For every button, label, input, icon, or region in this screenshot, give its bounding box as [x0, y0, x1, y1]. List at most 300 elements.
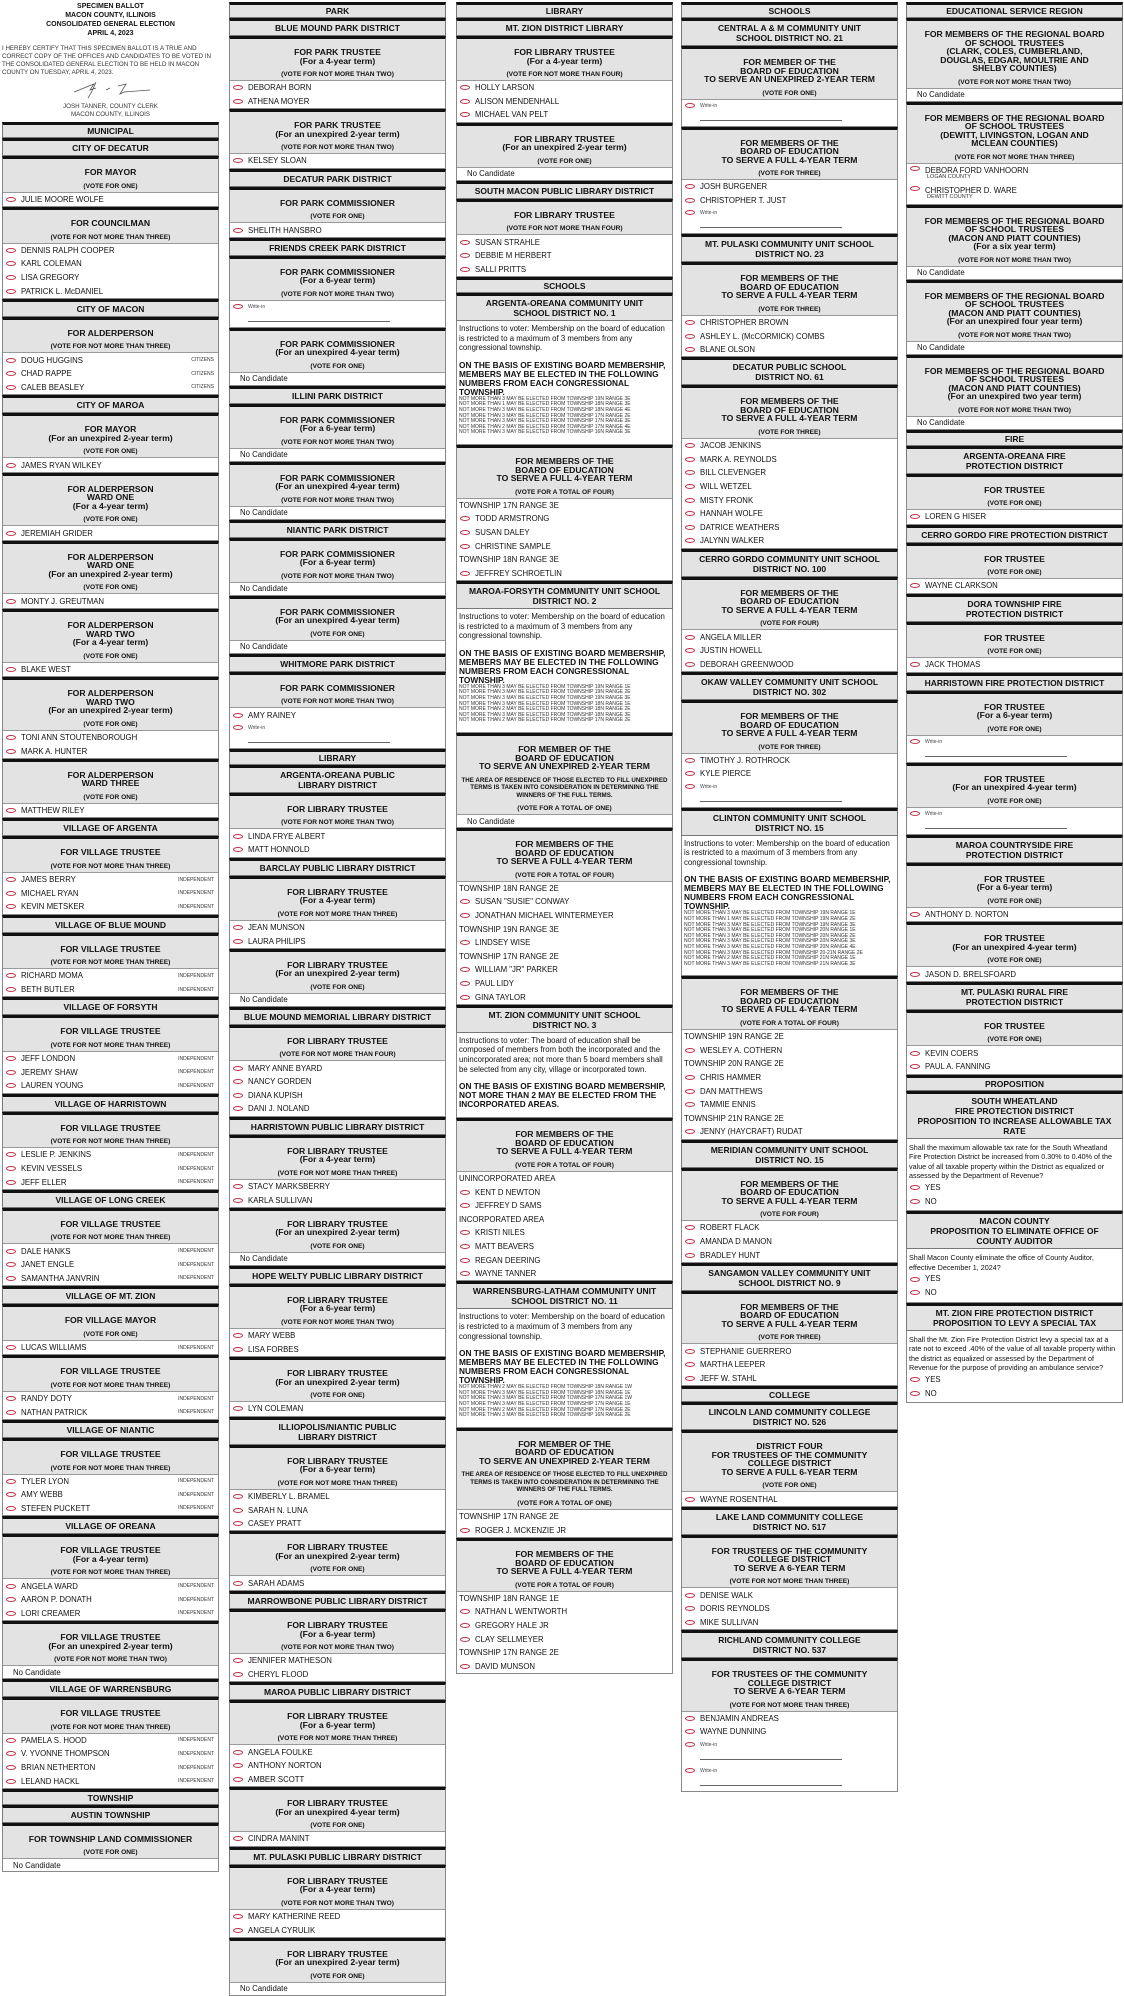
vote-oval-icon[interactable]	[685, 103, 695, 108]
candidate-option[interactable]	[682, 1358, 897, 1372]
vote-oval-icon[interactable]	[460, 99, 470, 104]
vote-oval-icon[interactable]	[6, 1738, 16, 1743]
vote-oval-icon[interactable]	[685, 525, 695, 530]
candidate-option[interactable]	[230, 1490, 445, 1504]
candidate-option[interactable]	[457, 909, 672, 923]
candidate-option[interactable]	[3, 284, 218, 298]
candidate-option[interactable]	[682, 1248, 897, 1262]
vote-oval-icon[interactable]	[685, 457, 695, 462]
vote-oval-icon[interactable]	[910, 1290, 920, 1295]
candidate-option[interactable]	[457, 990, 672, 1004]
candidate-option[interactable]	[230, 1089, 445, 1103]
vote-oval-icon[interactable]	[460, 1258, 470, 1263]
vote-oval-icon[interactable]	[6, 667, 16, 672]
candidate-option[interactable]	[3, 594, 218, 608]
write-in-line[interactable]	[700, 120, 842, 121]
candidate-option[interactable]	[682, 329, 897, 343]
candidate-option[interactable]	[230, 1102, 445, 1116]
candidate-option[interactable]	[457, 235, 672, 249]
vote-oval-icon[interactable]	[233, 1928, 243, 1933]
candidate-option[interactable]	[230, 223, 445, 237]
vote-oval-icon[interactable]	[233, 725, 243, 730]
vote-oval-icon[interactable]	[910, 1051, 920, 1056]
candidate-option[interactable]	[3, 1405, 218, 1419]
proposition-option[interactable]	[909, 1181, 1120, 1195]
vote-oval-icon[interactable]	[910, 1377, 920, 1382]
vote-oval-icon[interactable]	[6, 1479, 16, 1484]
vote-oval-icon[interactable]	[6, 1506, 16, 1511]
vote-oval-icon[interactable]	[685, 470, 695, 475]
write-in-line[interactable]	[700, 227, 842, 228]
vote-oval-icon[interactable]	[685, 1253, 695, 1258]
proposition-option[interactable]	[909, 1286, 1120, 1300]
vote-oval-icon[interactable]	[233, 1508, 243, 1513]
vote-oval-icon[interactable]	[233, 925, 243, 930]
write-in-line[interactable]	[700, 1785, 842, 1786]
candidate-option[interactable]	[682, 180, 897, 194]
candidate-option[interactable]	[230, 1576, 445, 1590]
write-in-line[interactable]	[248, 742, 390, 743]
write-in-line[interactable]	[700, 1759, 842, 1760]
vote-oval-icon[interactable]	[685, 198, 695, 203]
candidate-option[interactable]	[682, 439, 897, 453]
candidate-option[interactable]	[682, 1125, 897, 1139]
vote-oval-icon[interactable]	[6, 1345, 16, 1350]
candidate-option[interactable]	[230, 1061, 445, 1075]
vote-oval-icon[interactable]	[685, 1048, 695, 1053]
candidate-option[interactable]	[682, 343, 897, 357]
write-in-line[interactable]	[700, 801, 842, 802]
candidate-option[interactable]	[907, 184, 1122, 204]
vote-oval-icon[interactable]	[685, 498, 695, 503]
vote-oval-icon[interactable]	[233, 1658, 243, 1663]
candidate-option[interactable]	[3, 1747, 218, 1761]
vote-oval-icon[interactable]	[685, 1593, 695, 1598]
candidate-option[interactable]	[682, 1098, 897, 1112]
vote-oval-icon[interactable]	[6, 463, 16, 468]
vote-oval-icon[interactable]	[6, 197, 16, 202]
candidate-option[interactable]	[907, 510, 1122, 524]
candidate-option[interactable]	[3, 887, 218, 901]
vote-oval-icon[interactable]	[6, 358, 16, 363]
vote-oval-icon[interactable]	[460, 544, 470, 549]
candidate-option[interactable]	[682, 316, 897, 330]
vote-oval-icon[interactable]	[233, 1494, 243, 1499]
vote-oval-icon[interactable]	[6, 1276, 16, 1281]
vote-oval-icon[interactable]	[460, 530, 470, 535]
candidate-option[interactable]	[682, 1588, 897, 1602]
candidate-option[interactable]	[457, 1619, 672, 1633]
candidate-option[interactable]	[907, 1046, 1122, 1060]
candidate-option[interactable]	[457, 963, 672, 977]
candidate-option[interactable]	[457, 1226, 672, 1240]
candidate-option[interactable]	[3, 1175, 218, 1189]
candidate-option[interactable]	[3, 804, 218, 818]
candidate-option[interactable]	[457, 566, 672, 580]
vote-oval-icon[interactable]	[910, 583, 920, 588]
candidate-option[interactable]	[230, 1759, 445, 1773]
vote-oval-icon[interactable]	[6, 973, 16, 978]
vote-oval-icon[interactable]	[685, 184, 695, 189]
candidate-option[interactable]	[682, 657, 897, 671]
vote-oval-icon[interactable]	[233, 1198, 243, 1203]
vote-oval-icon[interactable]	[910, 1064, 920, 1069]
candidate-option[interactable]	[3, 1244, 218, 1258]
vote-oval-icon[interactable]	[685, 1075, 695, 1080]
vote-oval-icon[interactable]	[233, 847, 243, 852]
vote-oval-icon[interactable]	[910, 1185, 920, 1190]
candidate-option[interactable]	[3, 1052, 218, 1066]
candidate-option[interactable]	[457, 249, 672, 263]
vote-oval-icon[interactable]	[233, 939, 243, 944]
candidate-option[interactable]	[457, 1253, 672, 1267]
vote-oval-icon[interactable]	[6, 1070, 16, 1075]
vote-oval-icon[interactable]	[6, 1751, 16, 1756]
vote-oval-icon[interactable]	[685, 1606, 695, 1611]
vote-oval-icon[interactable]	[685, 771, 695, 776]
candidate-option[interactable]	[3, 1606, 218, 1620]
vote-oval-icon[interactable]	[685, 1349, 695, 1354]
candidate-option[interactable]	[682, 1616, 897, 1630]
vote-oval-icon[interactable]	[233, 85, 243, 90]
candidate-option[interactable]	[457, 95, 672, 109]
vote-oval-icon[interactable]	[460, 85, 470, 90]
write-in-option[interactable]	[682, 100, 897, 126]
vote-oval-icon[interactable]	[910, 1391, 920, 1396]
candidate-option[interactable]	[230, 1402, 445, 1416]
write-in-option[interactable]	[682, 1739, 897, 1765]
candidate-option[interactable]	[907, 1060, 1122, 1074]
vote-oval-icon[interactable]	[685, 1768, 695, 1773]
vote-oval-icon[interactable]	[233, 1347, 243, 1352]
vote-oval-icon[interactable]	[6, 1056, 16, 1061]
candidate-option[interactable]	[3, 257, 218, 271]
write-in-option[interactable]	[682, 781, 897, 807]
vote-oval-icon[interactable]	[6, 891, 16, 896]
write-in-option[interactable]	[682, 207, 897, 233]
vote-oval-icon[interactable]	[460, 1623, 470, 1628]
vote-oval-icon[interactable]	[685, 1129, 695, 1134]
write-in-option[interactable]	[907, 736, 1122, 762]
candidate-option[interactable]	[457, 262, 672, 276]
vote-oval-icon[interactable]	[233, 1581, 243, 1586]
vote-oval-icon[interactable]	[685, 635, 695, 640]
vote-oval-icon[interactable]	[460, 1203, 470, 1208]
vote-oval-icon[interactable]	[6, 1152, 16, 1157]
candidate-option[interactable]	[682, 767, 897, 781]
proposition-option[interactable]	[909, 1373, 1120, 1387]
vote-oval-icon[interactable]	[685, 538, 695, 543]
candidate-option[interactable]	[3, 1258, 218, 1272]
candidate-option[interactable]	[682, 1492, 897, 1506]
candidate-option[interactable]	[682, 453, 897, 467]
proposition-option[interactable]	[909, 1387, 1120, 1401]
candidate-option[interactable]	[682, 1221, 897, 1235]
vote-oval-icon[interactable]	[6, 749, 16, 754]
vote-oval-icon[interactable]	[685, 758, 695, 763]
candidate-option[interactable]	[457, 81, 672, 95]
vote-oval-icon[interactable]	[460, 967, 470, 972]
candidate-option[interactable]	[3, 193, 218, 207]
vote-oval-icon[interactable]	[6, 248, 16, 253]
vote-oval-icon[interactable]	[910, 662, 920, 667]
vote-oval-icon[interactable]	[460, 899, 470, 904]
vote-oval-icon[interactable]	[910, 912, 920, 917]
candidate-option[interactable]	[230, 708, 445, 722]
vote-oval-icon[interactable]	[233, 1079, 243, 1084]
vote-oval-icon[interactable]	[685, 1102, 695, 1107]
write-in-option[interactable]	[907, 808, 1122, 834]
candidate-option[interactable]	[682, 644, 897, 658]
vote-oval-icon[interactable]	[6, 371, 16, 376]
vote-oval-icon[interactable]	[6, 808, 16, 813]
candidate-option[interactable]	[682, 480, 897, 494]
vote-oval-icon[interactable]	[685, 347, 695, 352]
vote-oval-icon[interactable]	[233, 158, 243, 163]
candidate-option[interactable]	[230, 1343, 445, 1357]
vote-oval-icon[interactable]	[6, 1249, 16, 1254]
vote-oval-icon[interactable]	[685, 1089, 695, 1094]
vote-oval-icon[interactable]	[6, 261, 16, 266]
vote-oval-icon[interactable]	[460, 516, 470, 521]
vote-oval-icon[interactable]	[910, 166, 920, 171]
vote-oval-icon[interactable]	[460, 1190, 470, 1195]
candidate-option[interactable]	[907, 908, 1122, 922]
candidate-option[interactable]	[3, 271, 218, 285]
vote-oval-icon[interactable]	[233, 1184, 243, 1189]
candidate-option[interactable]	[230, 95, 445, 109]
candidate-option[interactable]	[457, 108, 672, 122]
vote-oval-icon[interactable]	[6, 1262, 16, 1267]
candidate-option[interactable]	[457, 1523, 672, 1537]
candidate-option[interactable]	[682, 1602, 897, 1616]
write-in-line[interactable]	[925, 756, 1067, 757]
candidate-option[interactable]	[230, 1668, 445, 1682]
candidate-option[interactable]	[230, 843, 445, 857]
candidate-option[interactable]	[3, 969, 218, 983]
vote-oval-icon[interactable]	[6, 1779, 16, 1784]
candidate-option[interactable]	[3, 983, 218, 997]
candidate-option[interactable]	[457, 1605, 672, 1619]
write-in-line[interactable]	[248, 321, 390, 322]
vote-oval-icon[interactable]	[460, 1609, 470, 1614]
candidate-option[interactable]	[3, 1475, 218, 1489]
candidate-option[interactable]	[3, 367, 218, 381]
candidate-option[interactable]	[230, 1075, 445, 1089]
vote-oval-icon[interactable]	[685, 1362, 695, 1367]
vote-oval-icon[interactable]	[6, 1166, 16, 1171]
proposition-option[interactable]	[909, 1272, 1120, 1286]
candidate-option[interactable]	[3, 1734, 218, 1748]
write-in-option[interactable]	[230, 301, 445, 327]
candidate-option[interactable]	[230, 829, 445, 843]
vote-oval-icon[interactable]	[910, 1199, 920, 1204]
candidate-option[interactable]	[682, 493, 897, 507]
candidate-option[interactable]	[3, 458, 218, 472]
vote-oval-icon[interactable]	[910, 514, 920, 519]
candidate-option[interactable]	[682, 534, 897, 548]
vote-oval-icon[interactable]	[460, 981, 470, 986]
vote-oval-icon[interactable]	[6, 904, 16, 909]
vote-oval-icon[interactable]	[685, 210, 695, 215]
vote-oval-icon[interactable]	[6, 1083, 16, 1088]
vote-oval-icon[interactable]	[6, 599, 16, 604]
candidate-option[interactable]	[230, 1772, 445, 1786]
candidate-option[interactable]	[3, 1392, 218, 1406]
candidate-option[interactable]	[682, 754, 897, 768]
candidate-option[interactable]	[230, 1654, 445, 1668]
candidate-option[interactable]	[457, 1199, 672, 1213]
vote-oval-icon[interactable]	[910, 739, 920, 744]
vote-oval-icon[interactable]	[6, 735, 16, 740]
vote-oval-icon[interactable]	[685, 662, 695, 667]
candidate-option[interactable]	[230, 934, 445, 948]
candidate-option[interactable]	[3, 1065, 218, 1079]
candidate-option[interactable]	[682, 507, 897, 521]
candidate-option[interactable]	[682, 1372, 897, 1386]
vote-oval-icon[interactable]	[233, 1066, 243, 1071]
vote-oval-icon[interactable]	[6, 531, 16, 536]
candidate-option[interactable]	[3, 526, 218, 540]
vote-oval-icon[interactable]	[6, 877, 16, 882]
vote-oval-icon[interactable]	[685, 1742, 695, 1747]
vote-oval-icon[interactable]	[460, 913, 470, 918]
vote-oval-icon[interactable]	[6, 1584, 16, 1589]
candidate-option[interactable]	[230, 1745, 445, 1759]
candidate-option[interactable]	[457, 526, 672, 540]
vote-oval-icon[interactable]	[6, 275, 16, 280]
vote-oval-icon[interactable]	[460, 995, 470, 1000]
candidate-option[interactable]	[3, 900, 218, 914]
candidate-option[interactable]	[682, 1235, 897, 1249]
vote-oval-icon[interactable]	[460, 1528, 470, 1533]
candidate-option[interactable]	[230, 1517, 445, 1531]
vote-oval-icon[interactable]	[685, 1716, 695, 1721]
vote-oval-icon[interactable]	[460, 571, 470, 576]
candidate-option[interactable]	[682, 630, 897, 644]
vote-oval-icon[interactable]	[233, 1836, 243, 1841]
vote-oval-icon[interactable]	[685, 648, 695, 653]
candidate-option[interactable]	[230, 1923, 445, 1937]
candidate-option[interactable]	[3, 731, 218, 745]
candidate-option[interactable]	[682, 466, 897, 480]
vote-oval-icon[interactable]	[460, 240, 470, 245]
candidate-option[interactable]	[230, 1503, 445, 1517]
vote-oval-icon[interactable]	[233, 1106, 243, 1111]
candidate-option[interactable]	[3, 1148, 218, 1162]
vote-oval-icon[interactable]	[460, 1230, 470, 1235]
write-in-option[interactable]	[682, 1765, 897, 1791]
vote-oval-icon[interactable]	[685, 334, 695, 339]
vote-oval-icon[interactable]	[460, 1271, 470, 1276]
vote-oval-icon[interactable]	[460, 1244, 470, 1249]
vote-oval-icon[interactable]	[685, 511, 695, 516]
vote-oval-icon[interactable]	[685, 484, 695, 489]
candidate-option[interactable]	[457, 539, 672, 553]
vote-oval-icon[interactable]	[6, 1611, 16, 1616]
vote-oval-icon[interactable]	[6, 987, 16, 992]
vote-oval-icon[interactable]	[910, 972, 920, 977]
vote-oval-icon[interactable]	[910, 1277, 920, 1282]
vote-oval-icon[interactable]	[233, 1914, 243, 1919]
vote-oval-icon[interactable]	[233, 304, 243, 309]
vote-oval-icon[interactable]	[460, 267, 470, 272]
candidate-option[interactable]	[3, 1162, 218, 1176]
candidate-option[interactable]	[457, 936, 672, 950]
candidate-option[interactable]	[457, 895, 672, 909]
candidate-option[interactable]	[3, 1272, 218, 1286]
candidate-option[interactable]	[682, 1725, 897, 1739]
vote-oval-icon[interactable]	[233, 1521, 243, 1526]
vote-oval-icon[interactable]	[6, 1492, 16, 1497]
candidate-option[interactable]	[3, 353, 218, 367]
vote-oval-icon[interactable]	[460, 253, 470, 258]
vote-oval-icon[interactable]	[460, 112, 470, 117]
candidate-option[interactable]	[682, 1344, 897, 1358]
candidate-option[interactable]	[457, 1185, 672, 1199]
candidate-option[interactable]	[230, 1910, 445, 1924]
candidate-option[interactable]	[230, 1193, 445, 1207]
candidate-option[interactable]	[230, 81, 445, 95]
candidate-option[interactable]	[457, 1659, 672, 1673]
candidate-option[interactable]	[682, 1712, 897, 1726]
vote-oval-icon[interactable]	[233, 1750, 243, 1755]
candidate-option[interactable]	[230, 921, 445, 935]
candidate-option[interactable]	[3, 1774, 218, 1788]
vote-oval-icon[interactable]	[460, 1664, 470, 1669]
candidate-option[interactable]	[457, 1267, 672, 1281]
vote-oval-icon[interactable]	[685, 784, 695, 789]
vote-oval-icon[interactable]	[460, 940, 470, 945]
candidate-option[interactable]	[3, 1488, 218, 1502]
vote-oval-icon[interactable]	[233, 1777, 243, 1782]
vote-oval-icon[interactable]	[6, 1180, 16, 1185]
candidate-option[interactable]	[230, 154, 445, 168]
candidate-option[interactable]	[682, 194, 897, 208]
candidate-option[interactable]	[3, 244, 218, 258]
candidate-option[interactable]	[3, 663, 218, 677]
candidate-option[interactable]	[3, 381, 218, 395]
vote-oval-icon[interactable]	[233, 1406, 243, 1411]
candidate-option[interactable]	[457, 1632, 672, 1646]
vote-oval-icon[interactable]	[685, 1729, 695, 1734]
candidate-option[interactable]	[682, 1084, 897, 1098]
vote-oval-icon[interactable]	[6, 1765, 16, 1770]
vote-oval-icon[interactable]	[6, 1410, 16, 1415]
vote-oval-icon[interactable]	[685, 320, 695, 325]
candidate-option[interactable]	[3, 1593, 218, 1607]
candidate-option[interactable]	[457, 1240, 672, 1254]
candidate-option[interactable]	[230, 1832, 445, 1846]
vote-oval-icon[interactable]	[685, 443, 695, 448]
candidate-option[interactable]	[907, 164, 1122, 184]
write-in-line[interactable]	[925, 828, 1067, 829]
vote-oval-icon[interactable]	[685, 1620, 695, 1625]
candidate-option[interactable]	[230, 1329, 445, 1343]
vote-oval-icon[interactable]	[460, 1637, 470, 1642]
vote-oval-icon[interactable]	[685, 1225, 695, 1230]
vote-oval-icon[interactable]	[6, 289, 16, 294]
vote-oval-icon[interactable]	[685, 1239, 695, 1244]
vote-oval-icon[interactable]	[233, 99, 243, 104]
candidate-option[interactable]	[230, 1180, 445, 1194]
candidate-option[interactable]	[3, 1579, 218, 1593]
candidate-option[interactable]	[3, 873, 218, 887]
candidate-option[interactable]	[3, 1502, 218, 1516]
candidate-option[interactable]	[907, 967, 1122, 981]
vote-oval-icon[interactable]	[910, 186, 920, 191]
vote-oval-icon[interactable]	[685, 1376, 695, 1381]
